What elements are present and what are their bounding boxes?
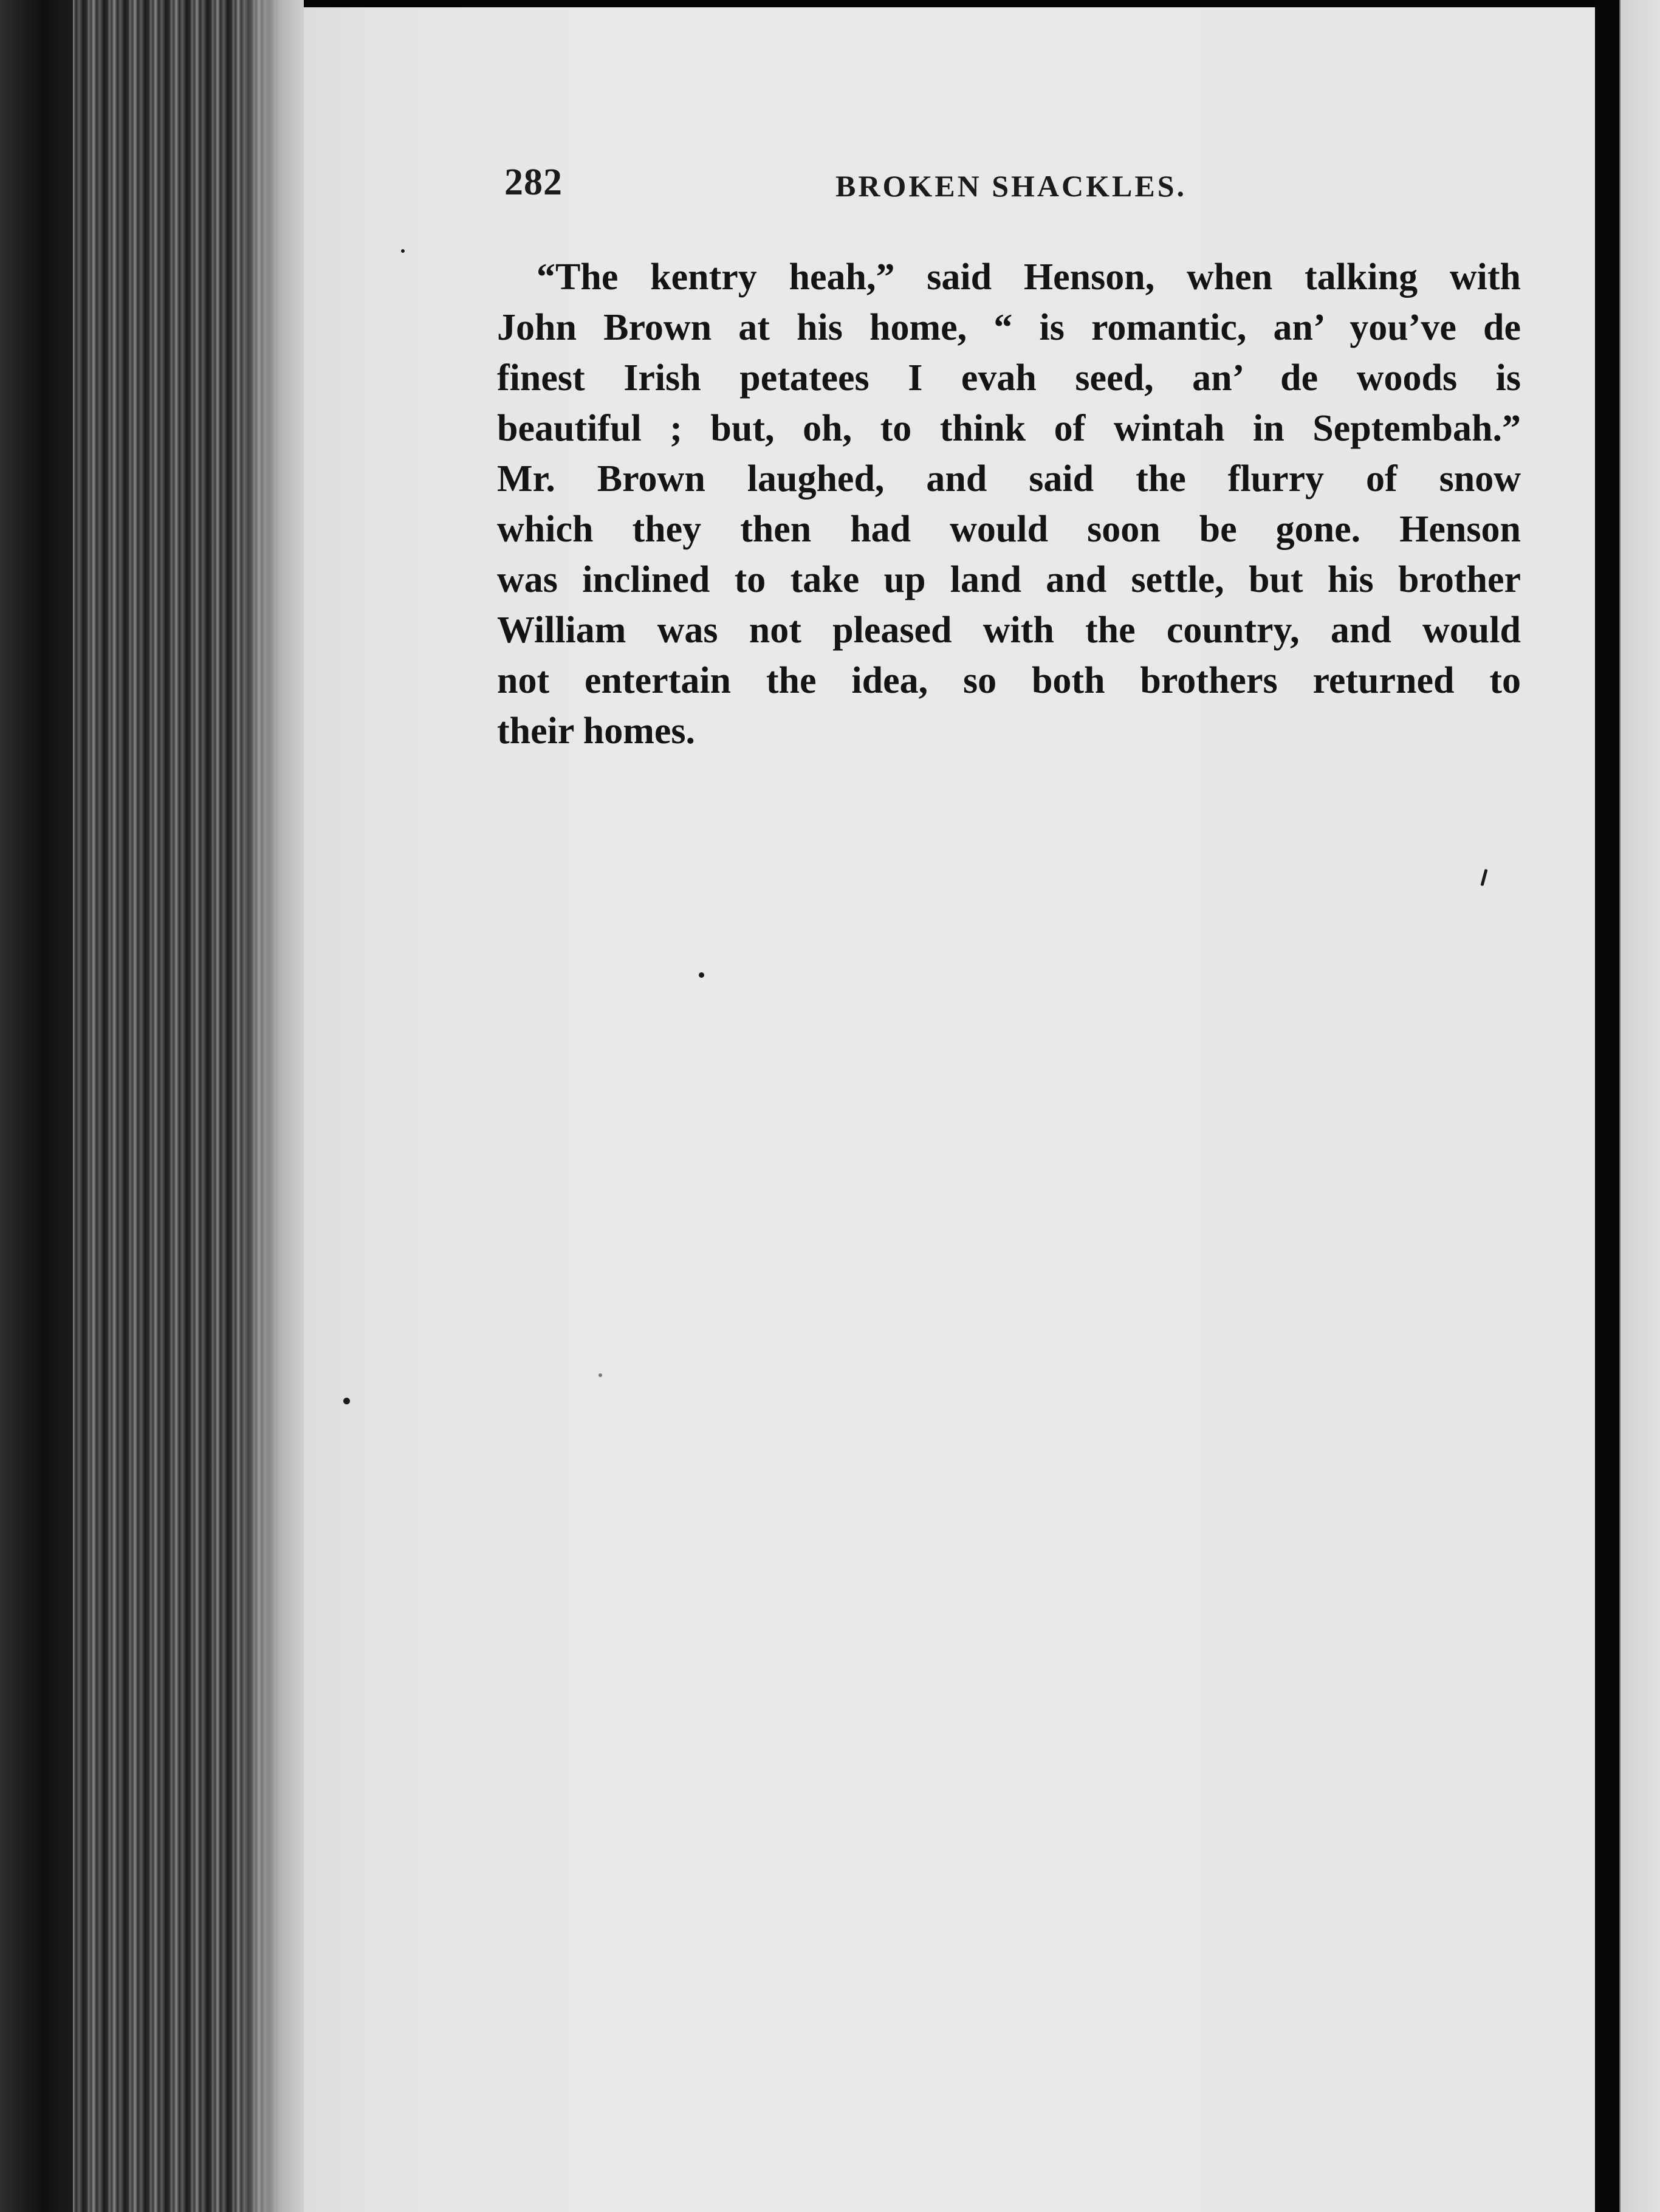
scan-speck [699, 972, 704, 978]
adjacent-page-edge [1619, 0, 1660, 2212]
scan-border-right [1595, 0, 1619, 2212]
text-line: not entertain the idea, so both brothers returned to [497, 660, 1521, 701]
text-line: finest Irish petatees I evah seed, an’ de woods is [497, 357, 1521, 399]
scan-speck [401, 249, 405, 253]
text-line: which they then had would soon be gone. Henson [497, 509, 1521, 550]
scan-speck [598, 1373, 602, 1377]
text-line: “The kentry heah,” said Henson, when talking with [537, 256, 1521, 298]
text-line: was inclined to take up land and settle, but his brother [497, 559, 1521, 600]
body-text [497, 252, 1521, 757]
page-number: 282 [504, 162, 563, 203]
running-head [504, 161, 1191, 210]
page-header: BROKEN SHACKLES. [835, 169, 1187, 203]
text-line: beautiful ; but, oh, to think of wintah in Septembah.” [497, 408, 1521, 449]
text-line: John Brown at his home, “ is romantic, an’ you’ve de [497, 307, 1521, 348]
text-line: Mr. Brown laughed, and said the flurry of snow [497, 458, 1521, 500]
text-line: their homes. [497, 710, 696, 752]
text-line: William was not pleased with the country, and would [497, 610, 1521, 651]
scan-gutter [0, 0, 73, 2212]
scan-speck [343, 1398, 350, 1404]
